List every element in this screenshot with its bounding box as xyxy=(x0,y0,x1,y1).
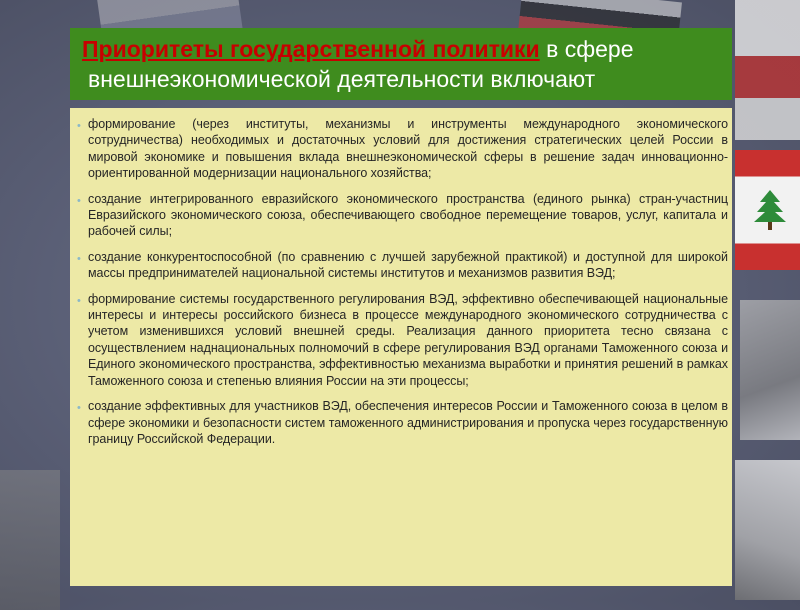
slide-title xyxy=(70,28,732,100)
title-line-2: внешнеэкономической деятельности включают xyxy=(88,66,596,92)
background-flag-graphic xyxy=(735,460,800,600)
bullet-icon: • xyxy=(77,294,81,307)
list-item xyxy=(78,249,728,282)
bullet-icon: • xyxy=(77,252,81,265)
background-flag-graphic xyxy=(740,300,800,440)
title-rest: в сфере xyxy=(539,36,634,62)
list-item xyxy=(78,191,728,240)
list-item-text: формирование системы государственного регулирования ВЭД, эффективно обеспечивающей национальные интересы и интересы российского бизнеса в процессе международного экономического сотрудничества с учетом изменившихся условий внешней среды. Реализация данного приоритета тесно связана с осуществлением наднациональных полномочий в сфере регулирования ВЭД органами Таможенного союза и Единого экономического пространства, эффективностью механизма выработки и принятия решений в рамках Таможенного союза и степенью влияния России на эти процессы; xyxy=(88,291,728,388)
title-line-1 xyxy=(82,34,720,64)
list-item-text: создание конкурентоспособной (по сравнению с лучшей зарубежной практикой) и доступной для широкой массы предпринимателей национальной системы институтов и механизмов развития ВЭД; xyxy=(88,249,728,281)
cedar-tree-icon xyxy=(752,188,788,232)
bullet-icon: • xyxy=(77,120,81,132)
bullet-icon: • xyxy=(77,194,81,207)
background-flag-graphic xyxy=(735,0,800,140)
list-item xyxy=(78,398,728,447)
background-flag-graphic xyxy=(0,470,60,610)
title-highlight: Приоритеты государственной политики xyxy=(82,36,540,62)
list-item-text: создание интегрированного евразийского экономического пространства (единого рынка) стран-участниц Евразийского экономического союза, обеспечивающего свободное перемещение товаров, услуг, капитала и рабочей силы; xyxy=(88,191,728,239)
content-panel xyxy=(70,108,732,586)
list-item xyxy=(78,291,728,389)
list-item-text: создание эффективных для участников ВЭД, обеспечения интересов России и Таможенного союза в целом в сфере экономики и безопасности систем таможенного администрирования и пропуска через государственную границу Российской Федерации. xyxy=(88,399,728,446)
list-item-text: формирование (через институты, механизмы и инструменты международного экономического сотрудничества) необходимых и достаточных условий для достижения стратегических целей России в мировой экономике и повышения вклада внешнеэкономической сферы в решение задач инновационно-ориентированной модернизации национального хозяйства; xyxy=(88,117,728,181)
list-item xyxy=(78,116,728,182)
bullet-icon: • xyxy=(77,402,81,415)
